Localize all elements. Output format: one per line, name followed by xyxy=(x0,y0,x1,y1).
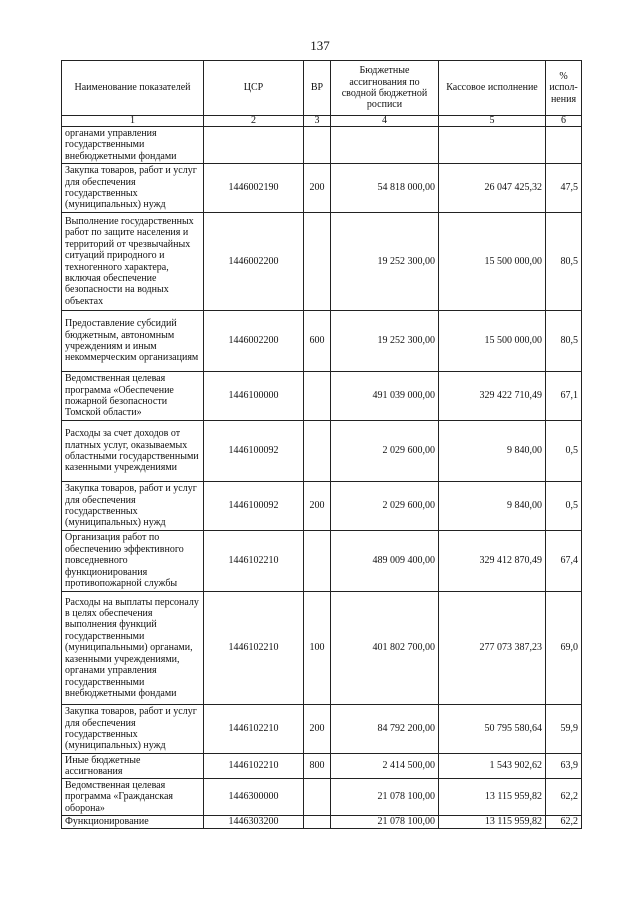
row-percent: 67,4 xyxy=(546,531,582,592)
row-percent: 59,9 xyxy=(546,705,582,754)
row-budget: 491 039 000,00 xyxy=(331,372,439,421)
budget-execution-table xyxy=(61,60,582,829)
row-vr: 200 xyxy=(304,482,331,531)
row-vr xyxy=(304,213,331,311)
row-budget: 401 802 700,00 xyxy=(331,592,439,705)
row-vr: 800 xyxy=(304,754,331,779)
row-percent: 0,5 xyxy=(546,482,582,531)
row-name: Функционирование xyxy=(62,816,204,829)
row-name: Организация работ по обеспечению эффективного повседневного функционирования противопожарной службы xyxy=(62,531,204,592)
table-row xyxy=(62,531,582,592)
table-row xyxy=(62,421,582,482)
row-execution: 9 840,00 xyxy=(439,482,546,531)
column-number: 2 xyxy=(204,116,304,127)
row-percent: 67,1 xyxy=(546,372,582,421)
row-percent: 80,5 xyxy=(546,213,582,311)
row-budget: 21 078 100,00 xyxy=(331,816,439,829)
row-execution: 13 115 959,82 xyxy=(439,816,546,829)
column-number: 5 xyxy=(439,116,546,127)
row-vr: 100 xyxy=(304,592,331,705)
row-csr: 1446102210 xyxy=(204,754,304,779)
row-execution: 9 840,00 xyxy=(439,421,546,482)
column-header-vr: ВР xyxy=(304,61,331,116)
table-row xyxy=(62,372,582,421)
row-execution xyxy=(439,127,546,164)
row-budget: 21 078 100,00 xyxy=(331,779,439,816)
row-name: Иные бюджетные ассигнования xyxy=(62,754,204,779)
row-vr: 600 xyxy=(304,311,331,372)
row-csr: 1446100092 xyxy=(204,421,304,482)
row-csr xyxy=(204,127,304,164)
row-budget: 19 252 300,00 xyxy=(331,311,439,372)
row-execution: 15 500 000,00 xyxy=(439,213,546,311)
row-budget: 2 029 600,00 xyxy=(331,421,439,482)
table-row xyxy=(62,779,582,816)
row-vr xyxy=(304,816,331,829)
row-vr xyxy=(304,372,331,421)
row-csr: 1446002200 xyxy=(204,213,304,311)
row-name: Ведомственная целевая программа «Обеспечение пожарной безопасности Томской области» xyxy=(62,372,204,421)
page-number: 137 xyxy=(310,38,330,53)
column-number: 4 xyxy=(331,116,439,127)
row-percent: 80,5 xyxy=(546,311,582,372)
row-vr xyxy=(304,779,331,816)
row-budget: 19 252 300,00 xyxy=(331,213,439,311)
row-percent xyxy=(546,127,582,164)
table-row xyxy=(62,754,582,779)
row-vr xyxy=(304,531,331,592)
row-budget: 489 009 400,00 xyxy=(331,531,439,592)
table-row xyxy=(62,705,582,754)
row-budget: 84 792 200,00 xyxy=(331,705,439,754)
row-csr: 1446100000 xyxy=(204,372,304,421)
row-vr: 200 xyxy=(304,164,331,213)
row-name: Закупка товаров, работ и услуг для обеспечения государственных (муниципальных) нужд xyxy=(62,164,204,213)
row-percent: 0,5 xyxy=(546,421,582,482)
row-execution: 26 047 425,32 xyxy=(439,164,546,213)
row-execution: 1 543 902,62 xyxy=(439,754,546,779)
row-execution: 329 412 870,49 xyxy=(439,531,546,592)
row-percent: 47,5 xyxy=(546,164,582,213)
row-csr: 1446102210 xyxy=(204,705,304,754)
row-execution: 329 422 710,49 xyxy=(439,372,546,421)
row-percent: 69,0 xyxy=(546,592,582,705)
table-row xyxy=(62,127,582,164)
row-name: органами управления государственными внебюджетными фондами xyxy=(62,127,204,164)
column-header-execution: Кассовое исполнение xyxy=(439,61,546,116)
table-row xyxy=(62,592,582,705)
column-number: 6 xyxy=(546,116,582,127)
row-name: Закупка товаров, работ и услуг для обеспечения государственных (муниципальных) нужд xyxy=(62,705,204,754)
row-csr: 1446300000 xyxy=(204,779,304,816)
row-name: Расходы на выплаты персоналу в целях обеспечения выполнения функций государственными (муниципальными) органами, казенными учреждениями, органами управления государственными внебюджетными фондами xyxy=(62,592,204,705)
row-percent: 62,2 xyxy=(546,779,582,816)
column-header-name: Наименование показателей xyxy=(62,61,204,116)
column-number: 1 xyxy=(62,116,204,127)
column-header-percent: % испол-нения xyxy=(546,61,582,116)
row-execution: 50 795 580,64 xyxy=(439,705,546,754)
row-name: Ведомственная целевая программа «Гражданская оборона» xyxy=(62,779,204,816)
table-row xyxy=(62,482,582,531)
row-percent: 63,9 xyxy=(546,754,582,779)
row-csr: 1446100092 xyxy=(204,482,304,531)
table-row xyxy=(62,311,582,372)
table-row xyxy=(62,213,582,311)
table-row xyxy=(62,164,582,213)
row-name: Выполнение государственных работ по защите населения и территорий от чрезвычайных ситуаций природного и техногенного характера, включая обеспечение безопасности на водных объектах xyxy=(62,213,204,311)
column-header-budget: Бюджетные ассигнования по сводной бюджетной росписи xyxy=(331,61,439,116)
row-execution: 13 115 959,82 xyxy=(439,779,546,816)
row-budget: 2 029 600,00 xyxy=(331,482,439,531)
row-vr: 200 xyxy=(304,705,331,754)
column-number: 3 xyxy=(304,116,331,127)
row-vr xyxy=(304,421,331,482)
row-csr: 1446002190 xyxy=(204,164,304,213)
row-csr: 1446303200 xyxy=(204,816,304,829)
row-csr: 1446102210 xyxy=(204,592,304,705)
row-csr: 1446102210 xyxy=(204,531,304,592)
row-percent: 62,2 xyxy=(546,816,582,829)
table-header-row xyxy=(62,61,582,116)
column-header-csr: ЦСР xyxy=(204,61,304,116)
row-csr: 1446002200 xyxy=(204,311,304,372)
row-budget xyxy=(331,127,439,164)
row-budget: 2 414 500,00 xyxy=(331,754,439,779)
row-name: Закупка товаров, работ и услуг для обеспечения государственных (муниципальных) нужд xyxy=(62,482,204,531)
row-name: Предоставление субсидий бюджетным, автономным учреждениям и иным некоммерческим организациям xyxy=(62,311,204,372)
row-budget: 54 818 000,00 xyxy=(331,164,439,213)
row-execution: 277 073 387,23 xyxy=(439,592,546,705)
table-row xyxy=(62,816,582,829)
row-name: Расходы за счет доходов от платных услуг, оказываемых областными государственными казенными учреждениями xyxy=(62,421,204,482)
row-vr xyxy=(304,127,331,164)
row-execution: 15 500 000,00 xyxy=(439,311,546,372)
column-number-row xyxy=(62,116,582,127)
